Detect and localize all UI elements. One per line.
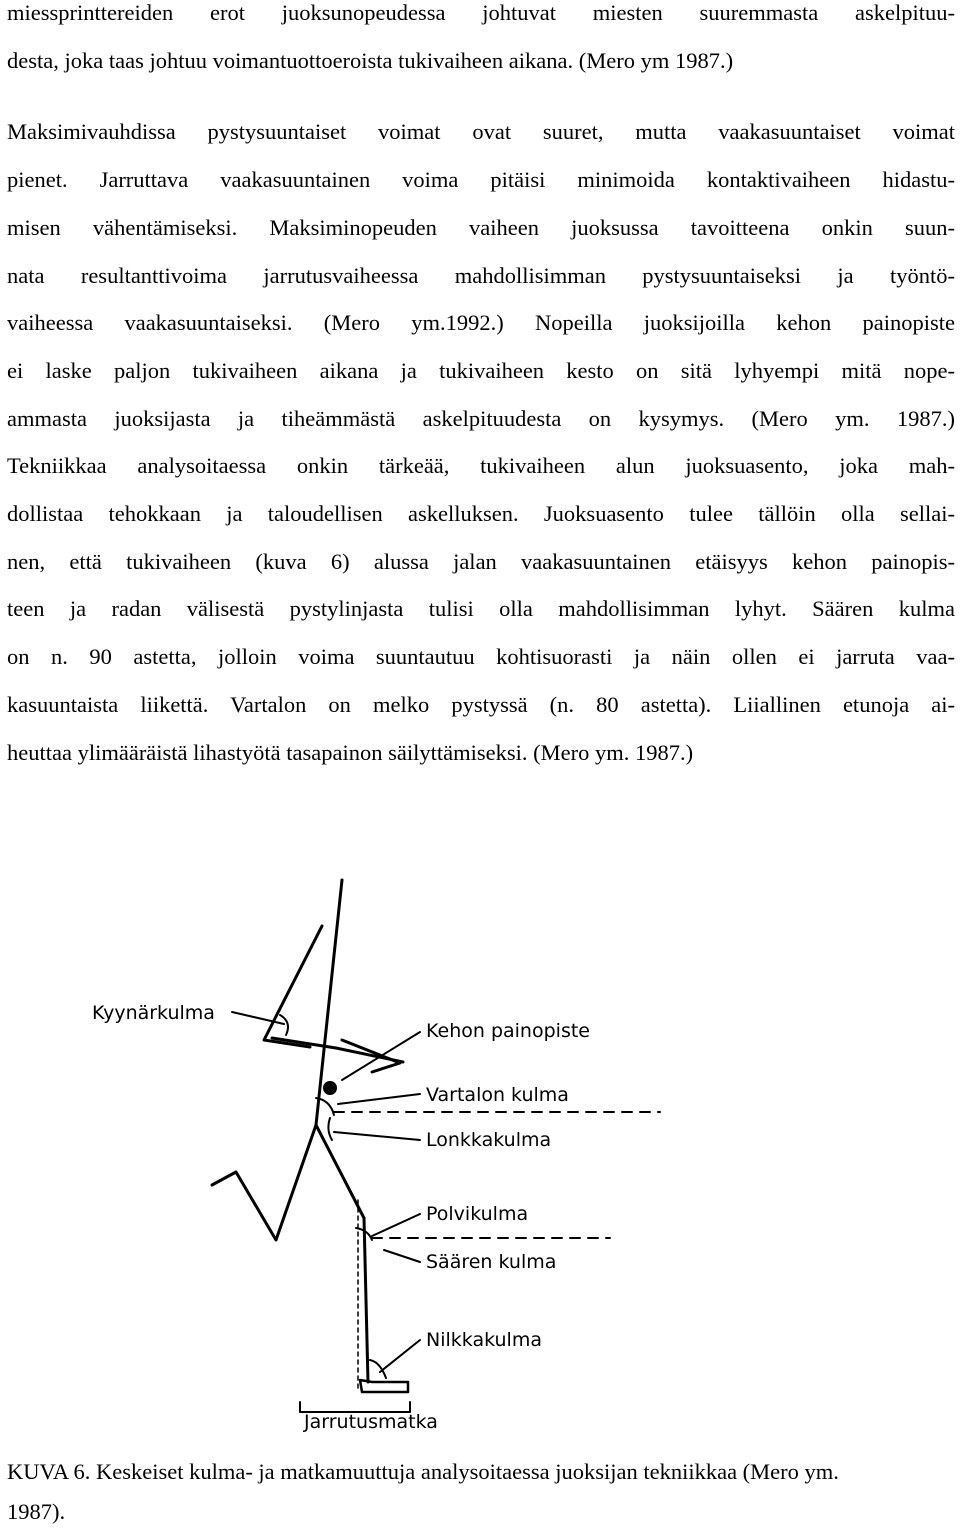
elbow-angle-arc	[280, 1015, 288, 1035]
shin	[364, 1218, 368, 1382]
body-line: miessprinttereiden erot juoksunopeudessa johtuvat miesten suuremmasta askelpituu-	[7, 0, 955, 25]
runner-angles-figure	[0, 870, 960, 1450]
body-line: teen ja radan välisestä pystylinjasta tulisi olla mahdollisimman lyhyt. Säären kulma	[7, 596, 955, 622]
body-line: Tekniikkaa analysoitaessa onkin tärkeää, tukivaiheen alun juoksuasento, joka mah-	[7, 453, 955, 479]
label-elbow-angle: Kyynärkulma	[92, 1002, 215, 1024]
body-line: nen, että tukivaiheen (kuva 6) alussa jalan vaakasuuntainen etäisyys kehon painopis-	[7, 548, 955, 574]
leader-trunk	[338, 1094, 420, 1104]
leader-knee	[372, 1214, 420, 1236]
front-thigh	[316, 1125, 364, 1218]
body-line: kasuuntaista liikettä. Vartalon on melko pystyssä (n. 80 astetta). Liiallinen etunoja ai-	[7, 691, 955, 717]
label-hip-angle: Lonkkakulma	[426, 1129, 552, 1151]
figure-caption	[7, 1452, 955, 1532]
body-line: misen vähentämiseksi. Maksiminopeuden vaiheen juoksussa tavoitteena onkin suun-	[7, 214, 955, 240]
leader-center-of-mass	[342, 1032, 420, 1080]
body-line: on n. 90 astetta, jolloin voima suuntautuu kohtisuorasti ja näin ollen ei jarruta vaa-	[7, 644, 955, 670]
label-center-of-mass: Kehon painopiste	[426, 1020, 590, 1042]
body-line: Maksimivauhdissa pystysuuntaiset voimat ovat suuret, mutta vaakasuuntaiset voimat	[7, 119, 955, 145]
label-trunk-angle: Vartalon kulma	[426, 1084, 569, 1106]
label-shin-angle: Säären kulma	[426, 1251, 557, 1273]
label-knee-angle: Polvikulma	[426, 1203, 529, 1225]
label-ankle-angle: Nilkkakulma	[426, 1329, 542, 1351]
caption-line: KUVA 6. Keskeiset kulma- ja matkamuuttuja analysoitaessa juoksijan tekniikkaa (Mero ym.	[7, 1459, 839, 1484]
body-line: ei laske paljon tukivaiheen aikana ja tukivaiheen kesto on sitä lyhyempi mitä nope-	[7, 357, 955, 383]
caption-line: 1987).	[7, 1499, 66, 1524]
body-line: heuttaa ylimääräistä lihastyötä tasapainon säilyttämiseksi. (Mero ym. 1987.)	[7, 739, 694, 765]
rear-thigh	[212, 1125, 316, 1240]
body-line: ammasta juoksijasta ja tiheämmästä askelpituudesta on kysymys. (Mero ym. 1987.)	[7, 405, 955, 431]
foot	[360, 1380, 408, 1392]
hip-angle-arc	[328, 1118, 332, 1140]
leader-ankle	[380, 1340, 420, 1372]
upper-arm	[264, 926, 322, 1047]
center-of-mass-dot	[323, 1081, 337, 1095]
leader-shin	[384, 1250, 420, 1262]
paragraph-gap	[7, 84, 955, 108]
body-line: nata resultanttivoima jarrutusvaiheessa mahdollisimman pystysuuntaiseksi ja työntö-	[7, 262, 955, 288]
body-line: dollistaa tehokkaan ja taloudellisen askelluksen. Juoksuasento tulee tällöin olla sellai-	[7, 501, 955, 527]
label-braking-distance: Jarrutusmatka	[304, 1411, 438, 1433]
forearm	[272, 1038, 403, 1062]
body-line: vaiheessa vaakasuuntaiseksi. (Mero ym.1992.) Nopeilla juoksijoilla kehon painopiste	[7, 310, 955, 336]
body-paragraphs	[7, 0, 955, 776]
body-line: desta, joka taas johtuu voimantuottoeroista tukivaiheen aikana. (Mero ym 1987.)	[7, 47, 734, 73]
leader-hip	[334, 1132, 420, 1140]
body-line: pienet. Jarruttava vaakasuuntainen voima pitäisi minimoida kontaktivaiheen hidastu-	[7, 167, 955, 193]
